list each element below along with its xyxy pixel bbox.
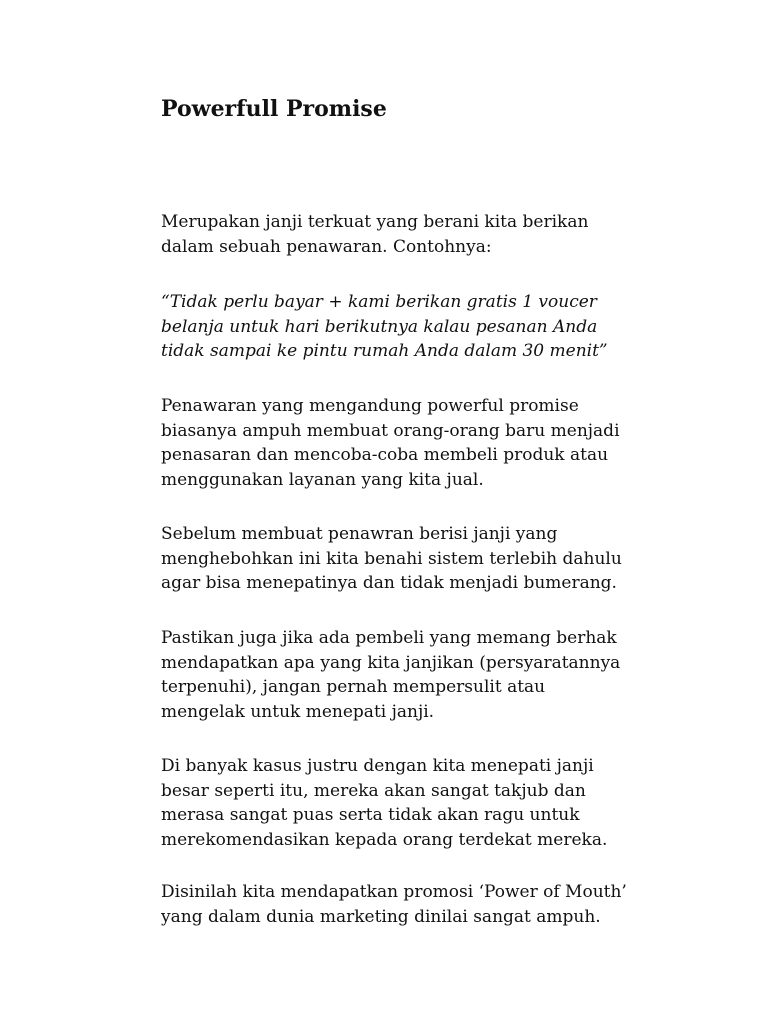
paragraph-line: yang dalam dunia marketing dinilai sangat ampuh.	[161, 906, 601, 927]
paragraph-line: menghebohkan ini kita benahi sistem terlebih dahulu	[161, 548, 622, 569]
paragraph-line: Penawaran yang mengandung powerful promise	[161, 396, 579, 416]
paragraph-line: terpenuhi), jangan pernah mempersulit atau	[161, 677, 546, 697]
paragraph-line: agar bisa menepatinya dan tidak menjadi bumerang.	[161, 573, 617, 593]
paragraph-line: Sebelum membuat penawran berisi janji yang	[161, 524, 558, 544]
paragraph-offer	[161, 394, 641, 492]
paragraph-cases	[161, 754, 641, 852]
paragraph-line: merasa sangat puas serta tidak akan ragu untuk	[161, 805, 580, 825]
paragraph-line: mendapatkan apa yang kita janjikan (persyaratannya	[161, 652, 621, 673]
paragraph-ensure	[161, 626, 641, 724]
paragraph-intro	[161, 210, 641, 259]
paragraph-line: Merupakan janji terkuat yang berani kita berikan	[161, 212, 589, 232]
paragraph-line: biasanya ampuh membuat orang-orang baru menjadi	[161, 420, 620, 441]
paragraph-line: tidak sampai ke pintu rumah Anda dalam 30 menit”	[161, 341, 608, 361]
paragraph-line: dalam sebuah penawaran. Contohnya:	[161, 236, 492, 257]
paragraph-line: Disinilah kita mendapatkan promosi ‘Power of Mouth’	[161, 882, 627, 902]
paragraph-line: besar seperti itu, mereka akan sangat takjub dan	[161, 780, 586, 801]
paragraph-line: “Tidak perlu bayar + kami berikan gratis 1 voucer	[161, 292, 597, 312]
paragraph-conclusion	[161, 880, 641, 929]
paragraph-line: belanja untuk hari berikutnya kalau pesanan Anda	[161, 316, 598, 337]
paragraph-line: menggunakan layanan yang kita jual.	[161, 469, 484, 490]
paragraph-prepare	[161, 522, 641, 596]
paragraph-example-quote	[161, 290, 641, 364]
paragraph-line: penasaran dan mencoba-coba membeli produk atau	[161, 445, 609, 465]
paragraph-line: merekomendasikan kepada orang terdekat mereka.	[161, 829, 608, 850]
document-title: Powerfull Promise	[161, 96, 387, 122]
paragraph-line: Pastikan juga jika ada pembeli yang memang berhak	[161, 628, 617, 648]
paragraph-line: mengelak untuk menepati janji.	[161, 701, 435, 722]
paragraph-line: Di banyak kasus justru dengan kita menepati janji	[161, 756, 594, 776]
